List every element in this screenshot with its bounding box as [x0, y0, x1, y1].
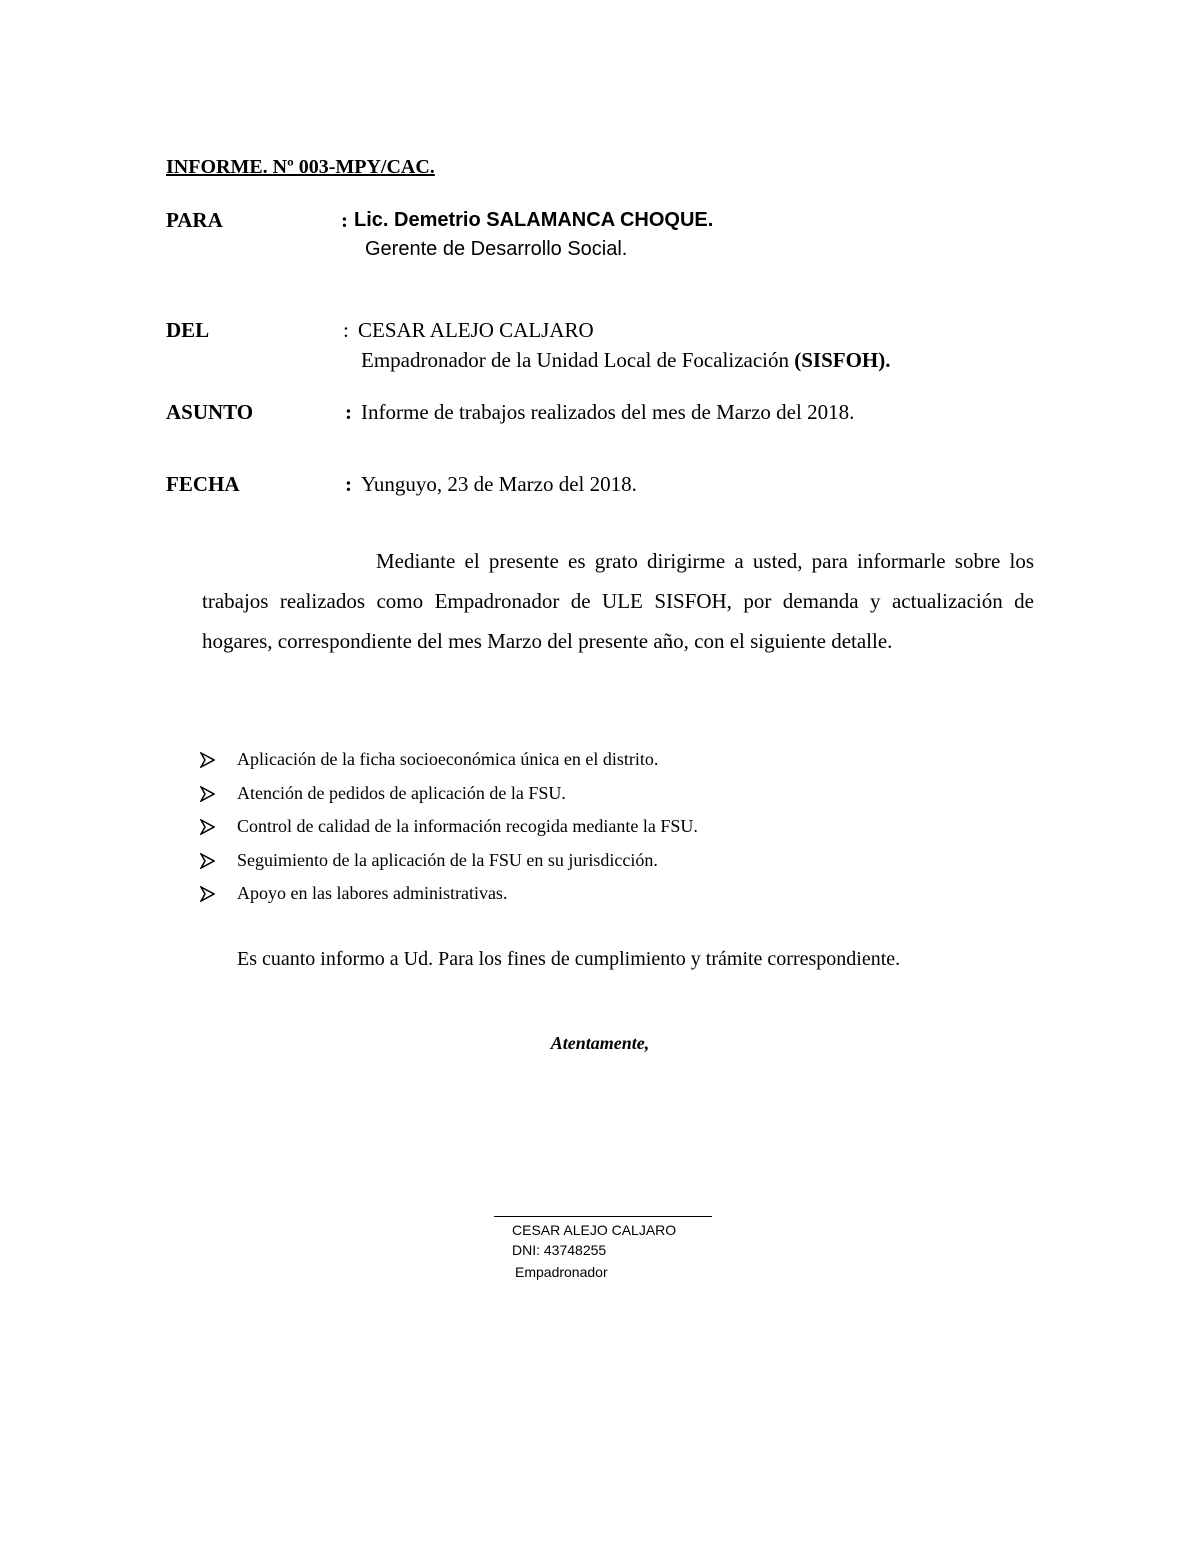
signature-line [494, 1216, 712, 1217]
para-colon: : [341, 208, 348, 232]
list-item [200, 879, 698, 913]
asunto-colon: : [345, 400, 352, 424]
fecha-value: Yunguyo, 23 de Marzo del 2018. [361, 472, 637, 496]
fecha-colon: : [345, 472, 352, 496]
arrowhead-bullet-icon [200, 745, 237, 773]
closing-text: Es cuanto informo a Ud. Para los fines de cumplimiento y trámite correspondiente. [237, 948, 901, 970]
del-colon: : [343, 318, 349, 342]
list-item [200, 779, 698, 813]
list-item-text: Aplicación de la ficha socioeconómica única en el distrito. [237, 749, 659, 769]
regards-text: Atentamente, [550, 1033, 650, 1053]
arrowhead-bullet-icon [200, 812, 237, 840]
arrowhead-bullet-icon [200, 879, 237, 907]
arrowhead-bullet-icon [200, 846, 237, 874]
asunto-label: ASUNTO [166, 400, 254, 424]
del-position [361, 348, 891, 373]
body-paragraph-text: Mediante el presente es grato dirigirme a usted, para informarle sobre los trabajos realizados como Empadronador de ULE SISFOH, por demanda y actualización de hogares, correspondiente del mes Marzo del presente año, con el siguiente detalle. [202, 549, 1034, 653]
list-item-text: Atención de pedidos de aplicación de la FSU. [237, 782, 566, 803]
signer-name: CESAR ALEJO CALJARO [512, 1222, 677, 1238]
asunto-value: Informe de trabajos realizados del mes de Marzo del 2018. [361, 400, 855, 424]
para-position: Gerente de Desarrollo Social. [365, 238, 628, 260]
list-item [200, 745, 698, 779]
signer-role: Empadronador [515, 1264, 608, 1280]
arrowhead-bullet-icon [200, 779, 237, 807]
fecha-label: FECHA [166, 472, 240, 496]
list-item-text: Control de calidad de la información recogida mediante la FSU. [237, 816, 698, 836]
del-position-text: Empadronador de la Unidad Local de Focalización [361, 348, 795, 372]
report-title: INFORME. Nº 003-MPY/CAC. [166, 156, 435, 178]
para-label: PARA [166, 208, 223, 232]
body-paragraph [202, 541, 1034, 661]
del-position-acronym: (SISFOH). [794, 348, 891, 372]
list-item-text: Apoyo en las labores administrativas. [237, 883, 508, 903]
signer-dni: DNI: 43748255 [512, 1242, 607, 1258]
list-item [200, 812, 698, 846]
del-label: DEL [166, 318, 210, 342]
para-name: Lic. Demetrio SALAMANCA CHOQUE. [354, 209, 714, 231]
del-name: CESAR ALEJO CALJARO [358, 318, 594, 342]
detail-list [200, 745, 698, 913]
list-item-text: Seguimiento de la aplicación de la FSU en su jurisdicción. [237, 849, 658, 870]
list-item [200, 846, 698, 880]
